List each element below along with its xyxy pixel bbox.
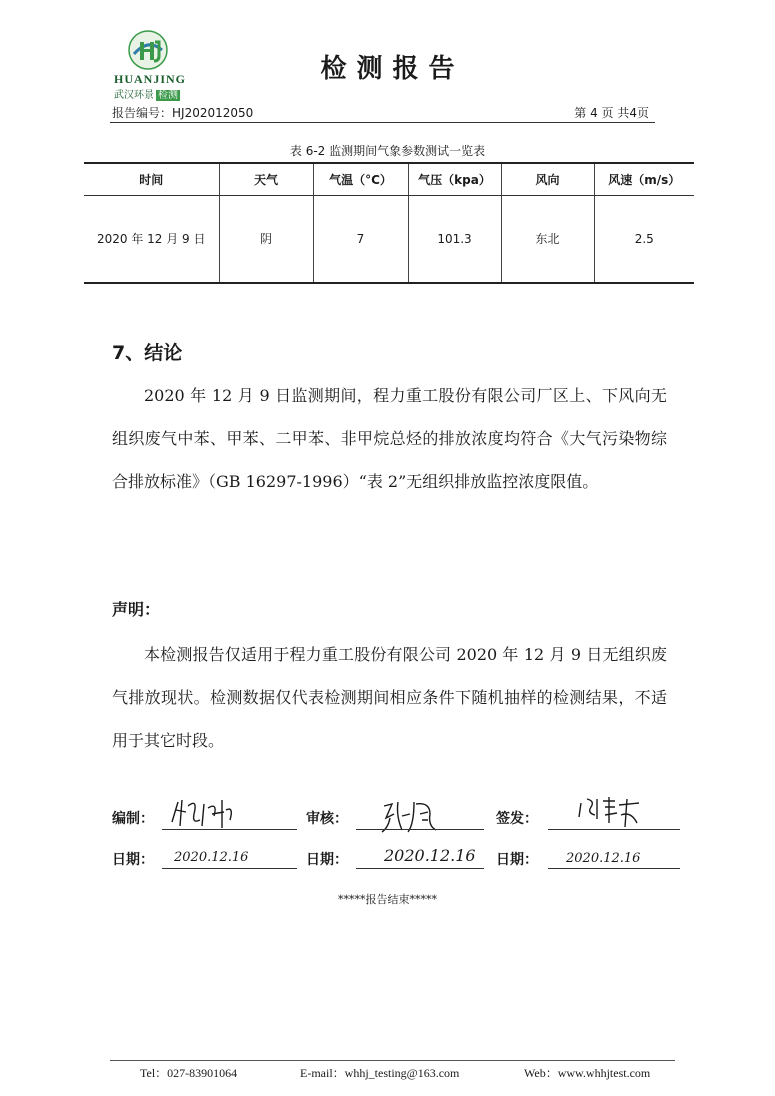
issue-sign-line xyxy=(548,829,680,830)
compile-date-label: 日期： xyxy=(112,852,154,868)
conclusion-heading: 7、结论 xyxy=(112,342,183,364)
footer-web: Web：www.whhjtest.com xyxy=(524,1066,651,1080)
col-header-wind-direction: 风向 xyxy=(501,163,594,195)
issue-date: 2020.12.16 xyxy=(566,851,641,866)
report-end-mark: *****报告结束***** xyxy=(338,893,437,906)
cell-wind-direction: 东北 xyxy=(501,195,594,283)
issuer-signature xyxy=(575,793,665,833)
cell-weather: 阴 xyxy=(219,195,313,283)
declaration-text: 本检测报告仅适用于程力重工股份有限公司 2020 年 12 月 9 日无组织废气排放现状。检测数据仅代表检测期间相应条件下随机抽样的检测结果，不适用于其它时段。 xyxy=(112,645,667,750)
page-title: 检测报告 xyxy=(320,54,465,84)
col-header-time: 时间 xyxy=(84,163,219,195)
logo-english-text: HUANJING xyxy=(114,72,187,86)
col-header-pressure: 气压（kpa） xyxy=(408,163,501,195)
footer-divider xyxy=(110,1060,675,1061)
reviewer-signature xyxy=(380,796,470,836)
table-caption: 表 6-2 监测期间气象参数测试一览表 xyxy=(289,144,486,158)
col-header-temperature: 气温（°C） xyxy=(313,163,408,195)
logo-chinese-text xyxy=(114,86,180,101)
cell-pressure: 101.3 xyxy=(408,195,501,283)
conclusion-text: 2020 年 12 月 9 日监测期间，程力重工股份有限公司厂区上、下风向无组织废气中苯、甲苯、二甲苯、非甲烷总烃的排放浓度均符合《大气污染物综合排放标准》（GB 16297-1996）“表 2”无组织排放监控浓度限值。 xyxy=(112,386,667,491)
review-date-line xyxy=(356,868,484,869)
cell-wind-speed: 2.5 xyxy=(594,195,694,283)
report-number: 报告编号：HJ202012050 xyxy=(112,106,254,120)
review-date: 2020.12.16 xyxy=(384,846,476,865)
review-label: 审核： xyxy=(306,811,348,827)
compile-sign-line xyxy=(162,829,297,830)
footer-tel: Tel：027-83901064 xyxy=(140,1066,238,1080)
compile-date-line xyxy=(162,868,297,869)
cell-time: 2020 年 12 月 9 日 xyxy=(84,195,219,283)
logo-cn-part-a: 武汉环景 xyxy=(114,90,154,101)
table-row xyxy=(84,195,694,283)
declaration-heading: 声明： xyxy=(112,600,161,619)
issue-date-line xyxy=(548,868,680,869)
table-header-row xyxy=(84,163,694,195)
footer-email: E-mail：whhj_testing@163.com xyxy=(300,1066,460,1080)
review-sign-line xyxy=(356,829,484,830)
col-header-wind-speed: 风速（m/s） xyxy=(594,163,694,195)
page-number: 第 4 页 共4页 xyxy=(574,106,649,120)
compile-label: 编制： xyxy=(112,811,154,827)
col-header-weather: 天气 xyxy=(219,163,313,195)
compiler-signature xyxy=(168,794,258,830)
weather-table xyxy=(84,162,694,284)
header-divider xyxy=(110,122,655,123)
review-date-label: 日期： xyxy=(306,852,348,868)
logo-cn-part-b: 检测 xyxy=(158,90,178,101)
cell-temperature: 7 xyxy=(313,195,408,283)
issue-date-label: 日期： xyxy=(496,852,538,868)
compile-date: 2020.12.16 xyxy=(174,850,249,865)
issue-label: 签发： xyxy=(496,811,538,827)
